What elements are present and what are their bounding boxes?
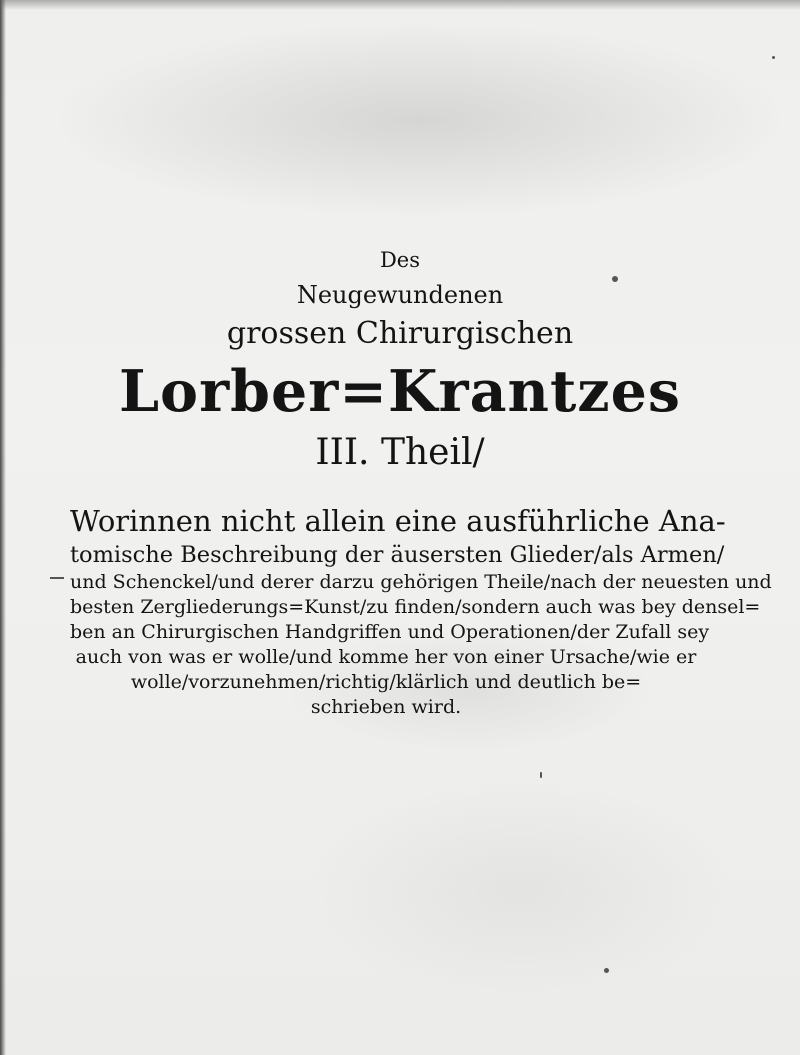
body-line: besten Zergliederungs=Kunst/zu finden/sondern auch was bey densel=: [70, 596, 761, 618]
title-line-lorber-krantzes: Lorber=Krantzes: [118, 358, 682, 425]
margin-mark: [50, 577, 64, 579]
title-line-grossen: grossen Chirurgischen: [226, 316, 574, 351]
ink-speck: [772, 56, 775, 59]
body-line: schrieben wird.: [310, 696, 462, 718]
description-text: [70, 502, 772, 720]
body-line: Worinnen nicht allein eine ausführliche Ana-: [70, 504, 726, 538]
body-line: auch von was er wolle/und komme her von einer Ursache/wie er: [75, 646, 697, 668]
title-line-part: III. Theil/: [315, 432, 485, 473]
body-line: und Schenckel/und derer darzu gehörigen Theile/nach der neuesten und: [70, 571, 772, 593]
page-top-shadow: [0, 0, 800, 10]
title-line-des: Des: [379, 248, 421, 272]
body-line: tomische Beschreibung der äusersten Glieder/als Armen/: [70, 542, 725, 568]
title-block: [0, 248, 800, 476]
body-line: wolle/vorzunehmen/richtig/klärlich und deutlich be=: [130, 671, 642, 693]
body-line: ben an Chirurgischen Handgriffen und Operationen/der Zufall sey: [70, 621, 710, 643]
title-line-neugewundenen: Neugewundenen: [296, 281, 504, 309]
page-edge-shadow: [0, 0, 6, 1055]
ink-speck: [540, 772, 542, 778]
ink-speck: [604, 968, 609, 973]
